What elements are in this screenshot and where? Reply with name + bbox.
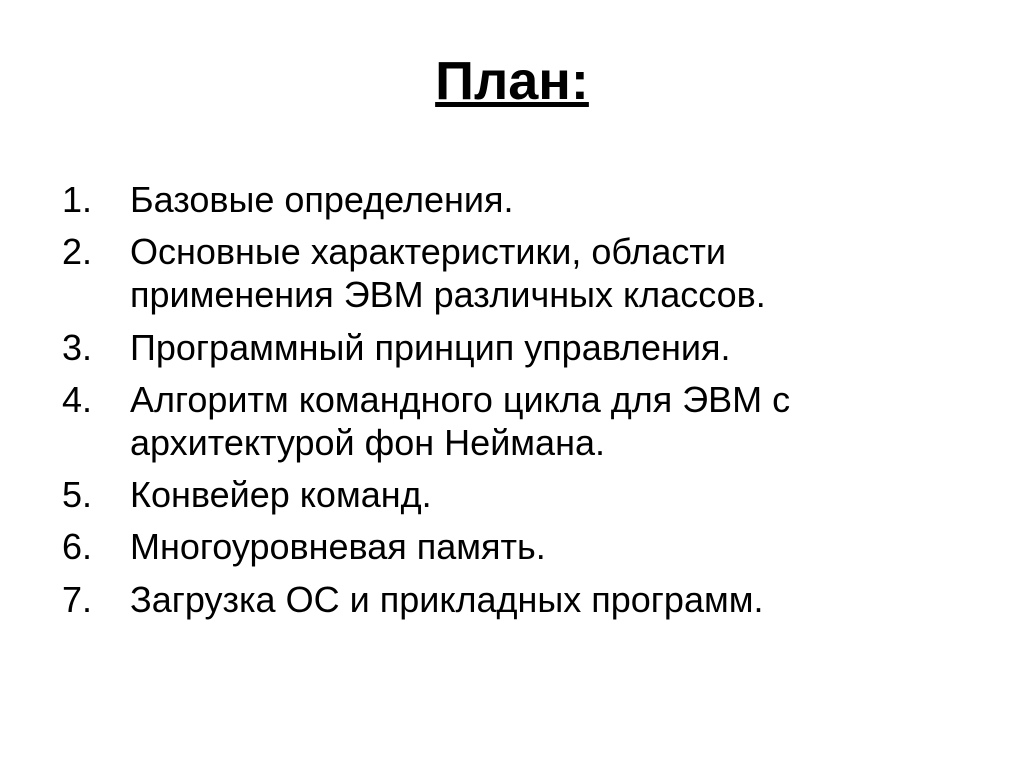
page-title: План: bbox=[435, 51, 589, 111]
list-item-label: Основные характеристики, области применения ЭВМ различных классов. bbox=[130, 231, 766, 316]
list-item-label: Многоуровневая память. bbox=[130, 526, 546, 568]
list-item bbox=[52, 326, 984, 369]
plan-list bbox=[52, 178, 984, 630]
list-item-label: Базовые определения. bbox=[130, 179, 514, 220]
list-item-label: Программный принцип управления. bbox=[130, 326, 731, 368]
list-item-label: Конвейер команд. bbox=[130, 474, 432, 516]
list-item-number: 5. bbox=[62, 474, 93, 516]
list-item bbox=[52, 578, 984, 621]
list-item-number: 6. bbox=[62, 526, 93, 568]
list-item bbox=[52, 525, 984, 568]
list-item-number: 1. bbox=[62, 179, 93, 220]
list-item bbox=[52, 230, 984, 316]
list-item-number: 2. bbox=[62, 231, 93, 273]
list-item-label: Алгоритм командного цикла для ЭВМ с архитектурой фон Неймана. bbox=[130, 378, 791, 463]
list-item-number: 7. bbox=[62, 578, 93, 620]
list-item-number: 4. bbox=[62, 378, 93, 420]
list-item bbox=[52, 178, 984, 221]
list-item-number: 3. bbox=[62, 326, 93, 368]
list-item-label: Загрузка ОС и прикладных программ. bbox=[130, 578, 764, 620]
list-item bbox=[52, 473, 984, 516]
list-item bbox=[52, 378, 984, 464]
